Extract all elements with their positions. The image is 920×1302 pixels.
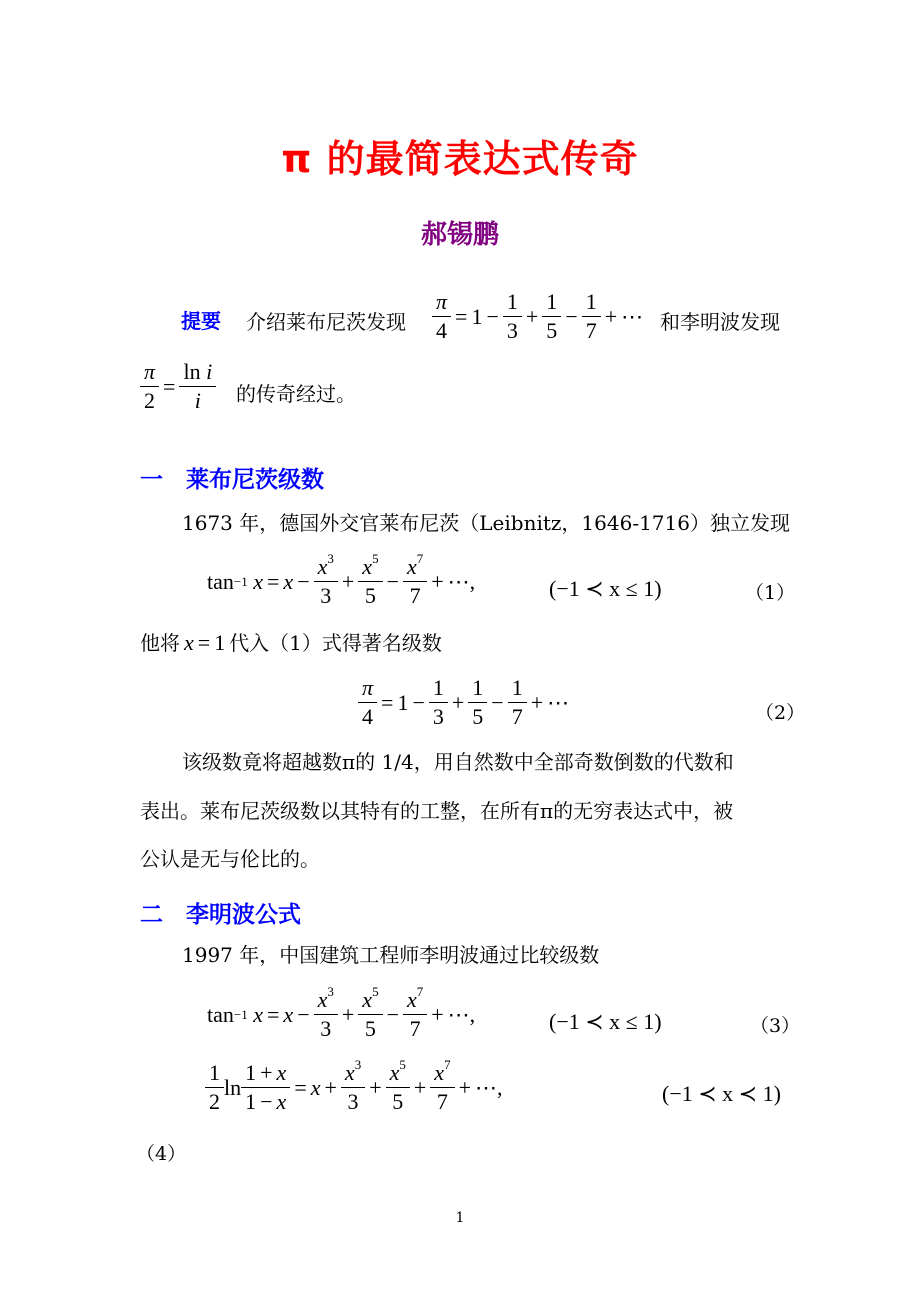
author-name: 郝锡鹏 bbox=[420, 220, 499, 250]
page-title: π 的最简表达式传奇 bbox=[281, 137, 639, 181]
abstract-mid: 和李明波发现 bbox=[660, 310, 780, 334]
equation-1: tan −1 x = x − $\frac{x^3}{3}$ + $\frac{x^5}{5}$ − $\frac{x^7}{7}$ + ⋯, bbox=[207, 551, 476, 609]
equation-2-number: （2） bbox=[755, 702, 806, 724]
section1-heading: 一 莱布尼茨级数 bbox=[140, 467, 324, 493]
equation-4-number: （4） bbox=[136, 1143, 187, 1165]
abstract-leibniz-formula: $\frac{\pi}{4}$ = 1 − $\frac{1}{3}$ + $\frac{1}{5}$ − $\frac{1}{7}$ + ⋯ bbox=[432, 290, 643, 343]
abstract-lead: 介绍莱布尼茨发现 bbox=[246, 310, 406, 334]
abstract-tail: 的传奇经过。 bbox=[236, 382, 356, 406]
equation-3: tan −1 x = x − $\frac{x^3}{3}$ + $\frac{x^5}{5}$ − $\frac{x^7}{7}$ + ⋯, bbox=[207, 984, 476, 1042]
section1-para3-line1: 该级数竟将超越数π的 1/4，用自然数中全部奇数倒数的代数和 bbox=[182, 750, 734, 774]
equation-2: $\frac{\pi}{4}$ = 1 − $\frac{1}{3}$ + $\frac{1}{5}$ − $\frac{1}{7}$ + ⋯ bbox=[358, 676, 569, 729]
equation-4: $\frac{1}{2}$ ln $\frac{1 + x}{1 - x}$ = x + $\frac{x^3}{3}$ + $\frac{x^5}{5}$ + $\frac{x^7}{7}$ + ⋯, bbox=[205, 1061, 502, 1114]
section2-heading: 二 李明波公式 bbox=[140, 902, 301, 928]
section1-para3-line2: 表出。莱布尼茨级数以其特有的工整，在所有π的无穷表达式中，被 bbox=[140, 799, 734, 823]
section1-para3-line3: 公认是无与伦比的。 bbox=[140, 847, 320, 871]
equation-3-condition: (−1 ≺ x ≤ 1) bbox=[549, 1009, 662, 1034]
page-number: 1 bbox=[455, 1210, 465, 1226]
equation-1-condition: (−1 ≺ x ≤ 1) bbox=[549, 576, 662, 601]
equation-1-number: （1） bbox=[745, 582, 796, 604]
section1-para1: 1673 年，德国外交官莱布尼茨（Leibnitz，1646-1716）独立发现 bbox=[182, 511, 790, 535]
section2-para1: 1997 年，中国建筑工程师李明波通过比较级数 bbox=[182, 943, 600, 967]
equation-3-number: （3） bbox=[750, 1015, 801, 1037]
equation-4-condition: (−1 ≺ x ≺ 1) bbox=[662, 1081, 781, 1106]
abstract-li-formula: $\frac{\pi}{2}$ = $\frac{\text{ln i}}{i}$ bbox=[140, 360, 216, 413]
abstract-label: 提要 bbox=[181, 309, 221, 333]
section1-para2: 他将 x = 1 代入（1）式得著名级数 bbox=[140, 630, 442, 655]
